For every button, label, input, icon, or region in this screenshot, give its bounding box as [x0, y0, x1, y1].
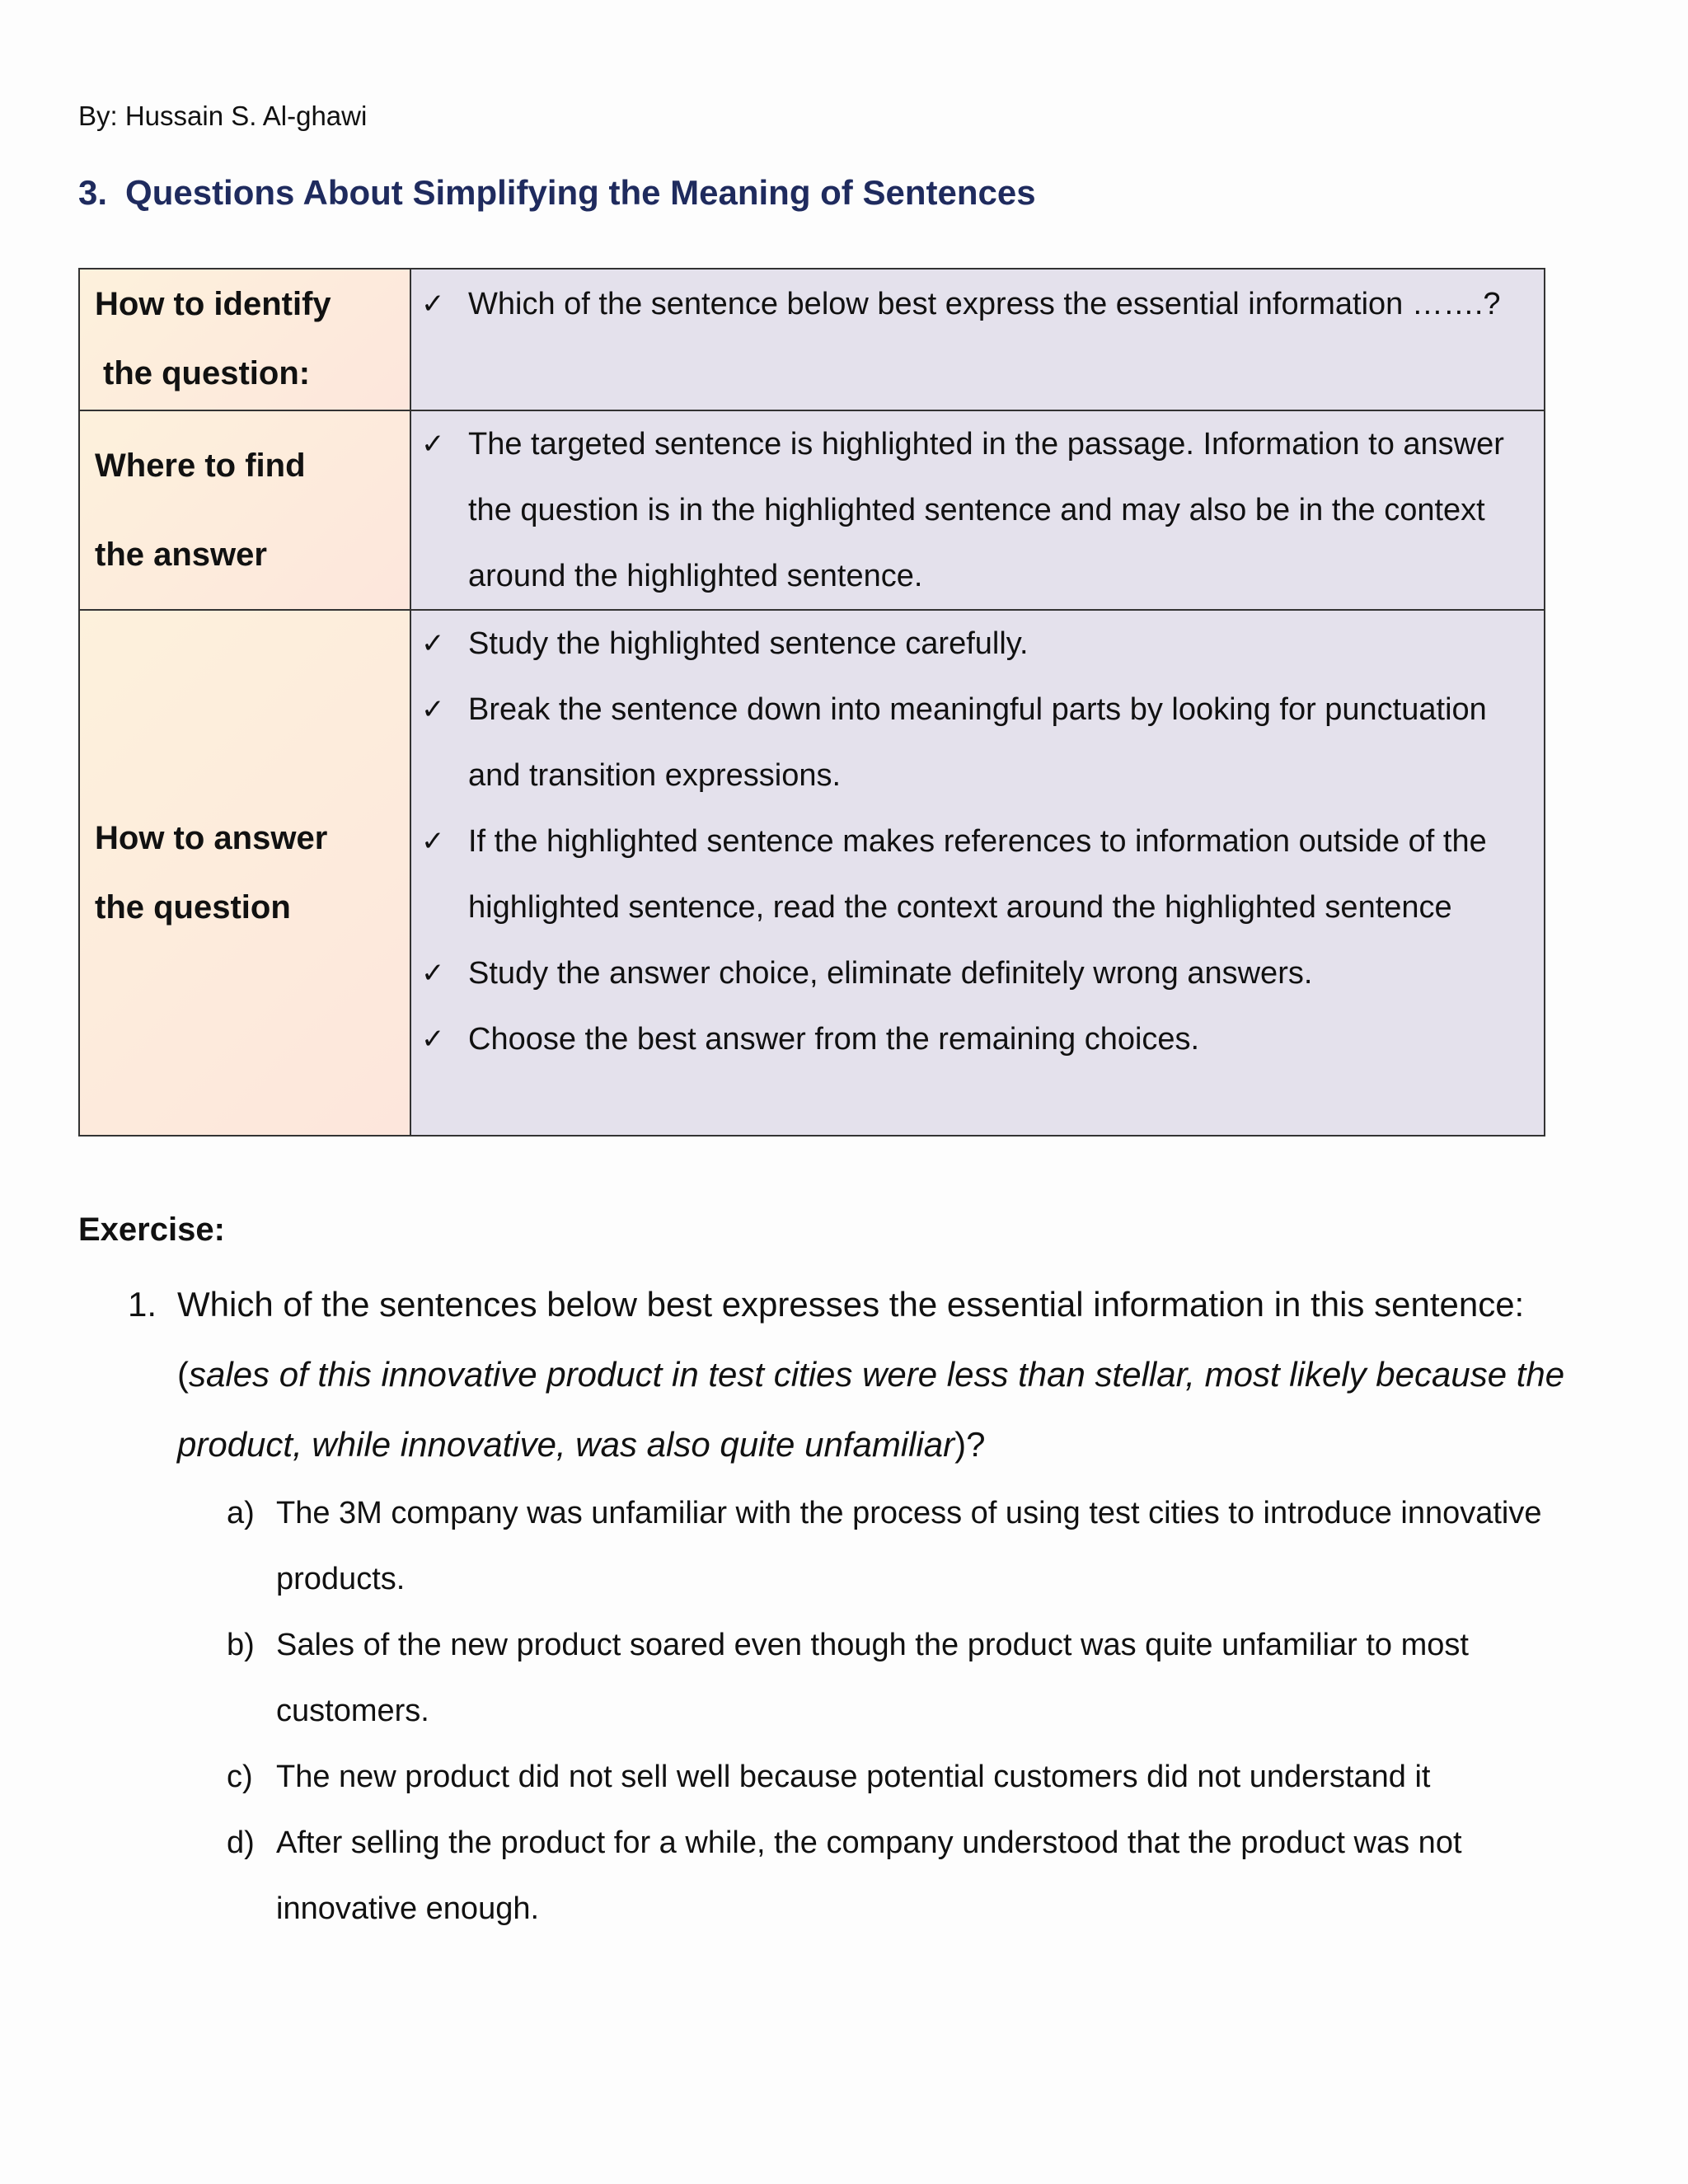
check-item: [421, 411, 1529, 609]
check-item-text: If the highlighted sentence makes references to information outside of the highlighted sentence, read the context around the highlighted sentence: [468, 824, 1487, 925]
check-item-text: Study the answer choice, eliminate definitely wrong answers.: [468, 956, 1313, 991]
row-content: [410, 269, 1545, 410]
choice-text: Sales of the new product soared even though the product was quite unfamiliar to most customers.: [276, 1628, 1469, 1728]
checkmark-icon: ✓: [421, 825, 445, 858]
row-label: [79, 269, 410, 410]
row-label: [79, 610, 410, 1136]
check-item-text: Which of the sentence below best express the essential information …….?: [468, 287, 1501, 321]
question-open-paren: (: [177, 1355, 189, 1394]
choice-letter: c): [227, 1760, 253, 1794]
section-title-text: Questions About Simplifying the Meaning of Sentences: [125, 173, 1036, 212]
checkmark-icon: ✓: [421, 1023, 445, 1056]
choice-text: The new product did not sell well because potential customers did not understand it: [276, 1760, 1431, 1794]
answer-choice[interactable]: [227, 1480, 1562, 1612]
row-label-line2: the answer: [95, 537, 267, 573]
question-text: Which of the sentences below best expresses the essential information in this sentence:: [177, 1285, 1525, 1324]
check-item: [421, 677, 1529, 808]
choice-text: After selling the product for a while, the company understood that the product was not innovative enough.: [276, 1825, 1462, 1926]
choice-letter: b): [227, 1628, 255, 1662]
row-content: [410, 410, 1545, 610]
table-row-identify: [79, 269, 1545, 410]
checkmark-icon: ✓: [421, 288, 445, 321]
checkmark-icon: ✓: [421, 627, 445, 660]
section-title: [78, 173, 1036, 213]
table-row-find: [79, 410, 1545, 610]
exercise-heading: Exercise:: [78, 1212, 225, 1248]
check-item-text: Choose the best answer from the remaining choices.: [468, 1022, 1200, 1057]
row-label-line1: Where to find: [95, 448, 306, 484]
table-row-answer: [79, 610, 1545, 1136]
checkmark-icon: ✓: [421, 693, 445, 726]
choice-letter: d): [227, 1825, 255, 1860]
answer-choices: [227, 1480, 1562, 1942]
check-item-text: The targeted sentence is highlighted in the passage. Information to answer the question is in the highlighted sentence and may also be in the context around the highlighted sentence.: [468, 427, 1504, 593]
question-number: 1.: [128, 1285, 157, 1324]
choice-letter: a): [227, 1496, 255, 1530]
check-item-text: Study the highlighted sentence carefully.: [468, 626, 1029, 661]
question-body: [177, 1269, 1611, 1479]
answer-choice[interactable]: [227, 1810, 1562, 1942]
check-item: [421, 808, 1529, 940]
info-table: [78, 268, 1545, 1137]
author-line: By: Hussain S. Al-ghawi: [78, 101, 368, 131]
section-number: 3.: [78, 173, 108, 212]
check-item: [421, 611, 1529, 677]
checkmark-icon: ✓: [421, 428, 445, 461]
answer-choice[interactable]: [227, 1744, 1562, 1810]
check-item-text: Break the sentence down into meaningful parts by looking for punctuation and transition expressions.: [468, 692, 1487, 793]
checkmark-icon: ✓: [421, 957, 445, 990]
check-item: [421, 269, 1529, 339]
check-item: [421, 1006, 1529, 1072]
row-content: [410, 610, 1545, 1136]
row-label: [79, 410, 410, 610]
question-close: )?: [954, 1425, 986, 1464]
row-label-line2: the question:: [103, 355, 311, 391]
question-quote: sales of this innovative product in test cities were less than stellar, most likely because the product, while innovative, was also quite unfamiliar: [177, 1355, 1565, 1464]
row-label-line1: How to answer: [95, 820, 328, 856]
choice-text: The 3M company was unfamiliar with the process of using test cities to introduce innovative products.: [276, 1496, 1542, 1596]
row-label-line2: the question: [95, 889, 291, 926]
check-item: [421, 940, 1529, 1006]
row-label-line1: How to identify: [95, 286, 331, 322]
answer-choice[interactable]: [227, 1612, 1562, 1744]
exercise-question: [128, 1269, 1611, 1479]
